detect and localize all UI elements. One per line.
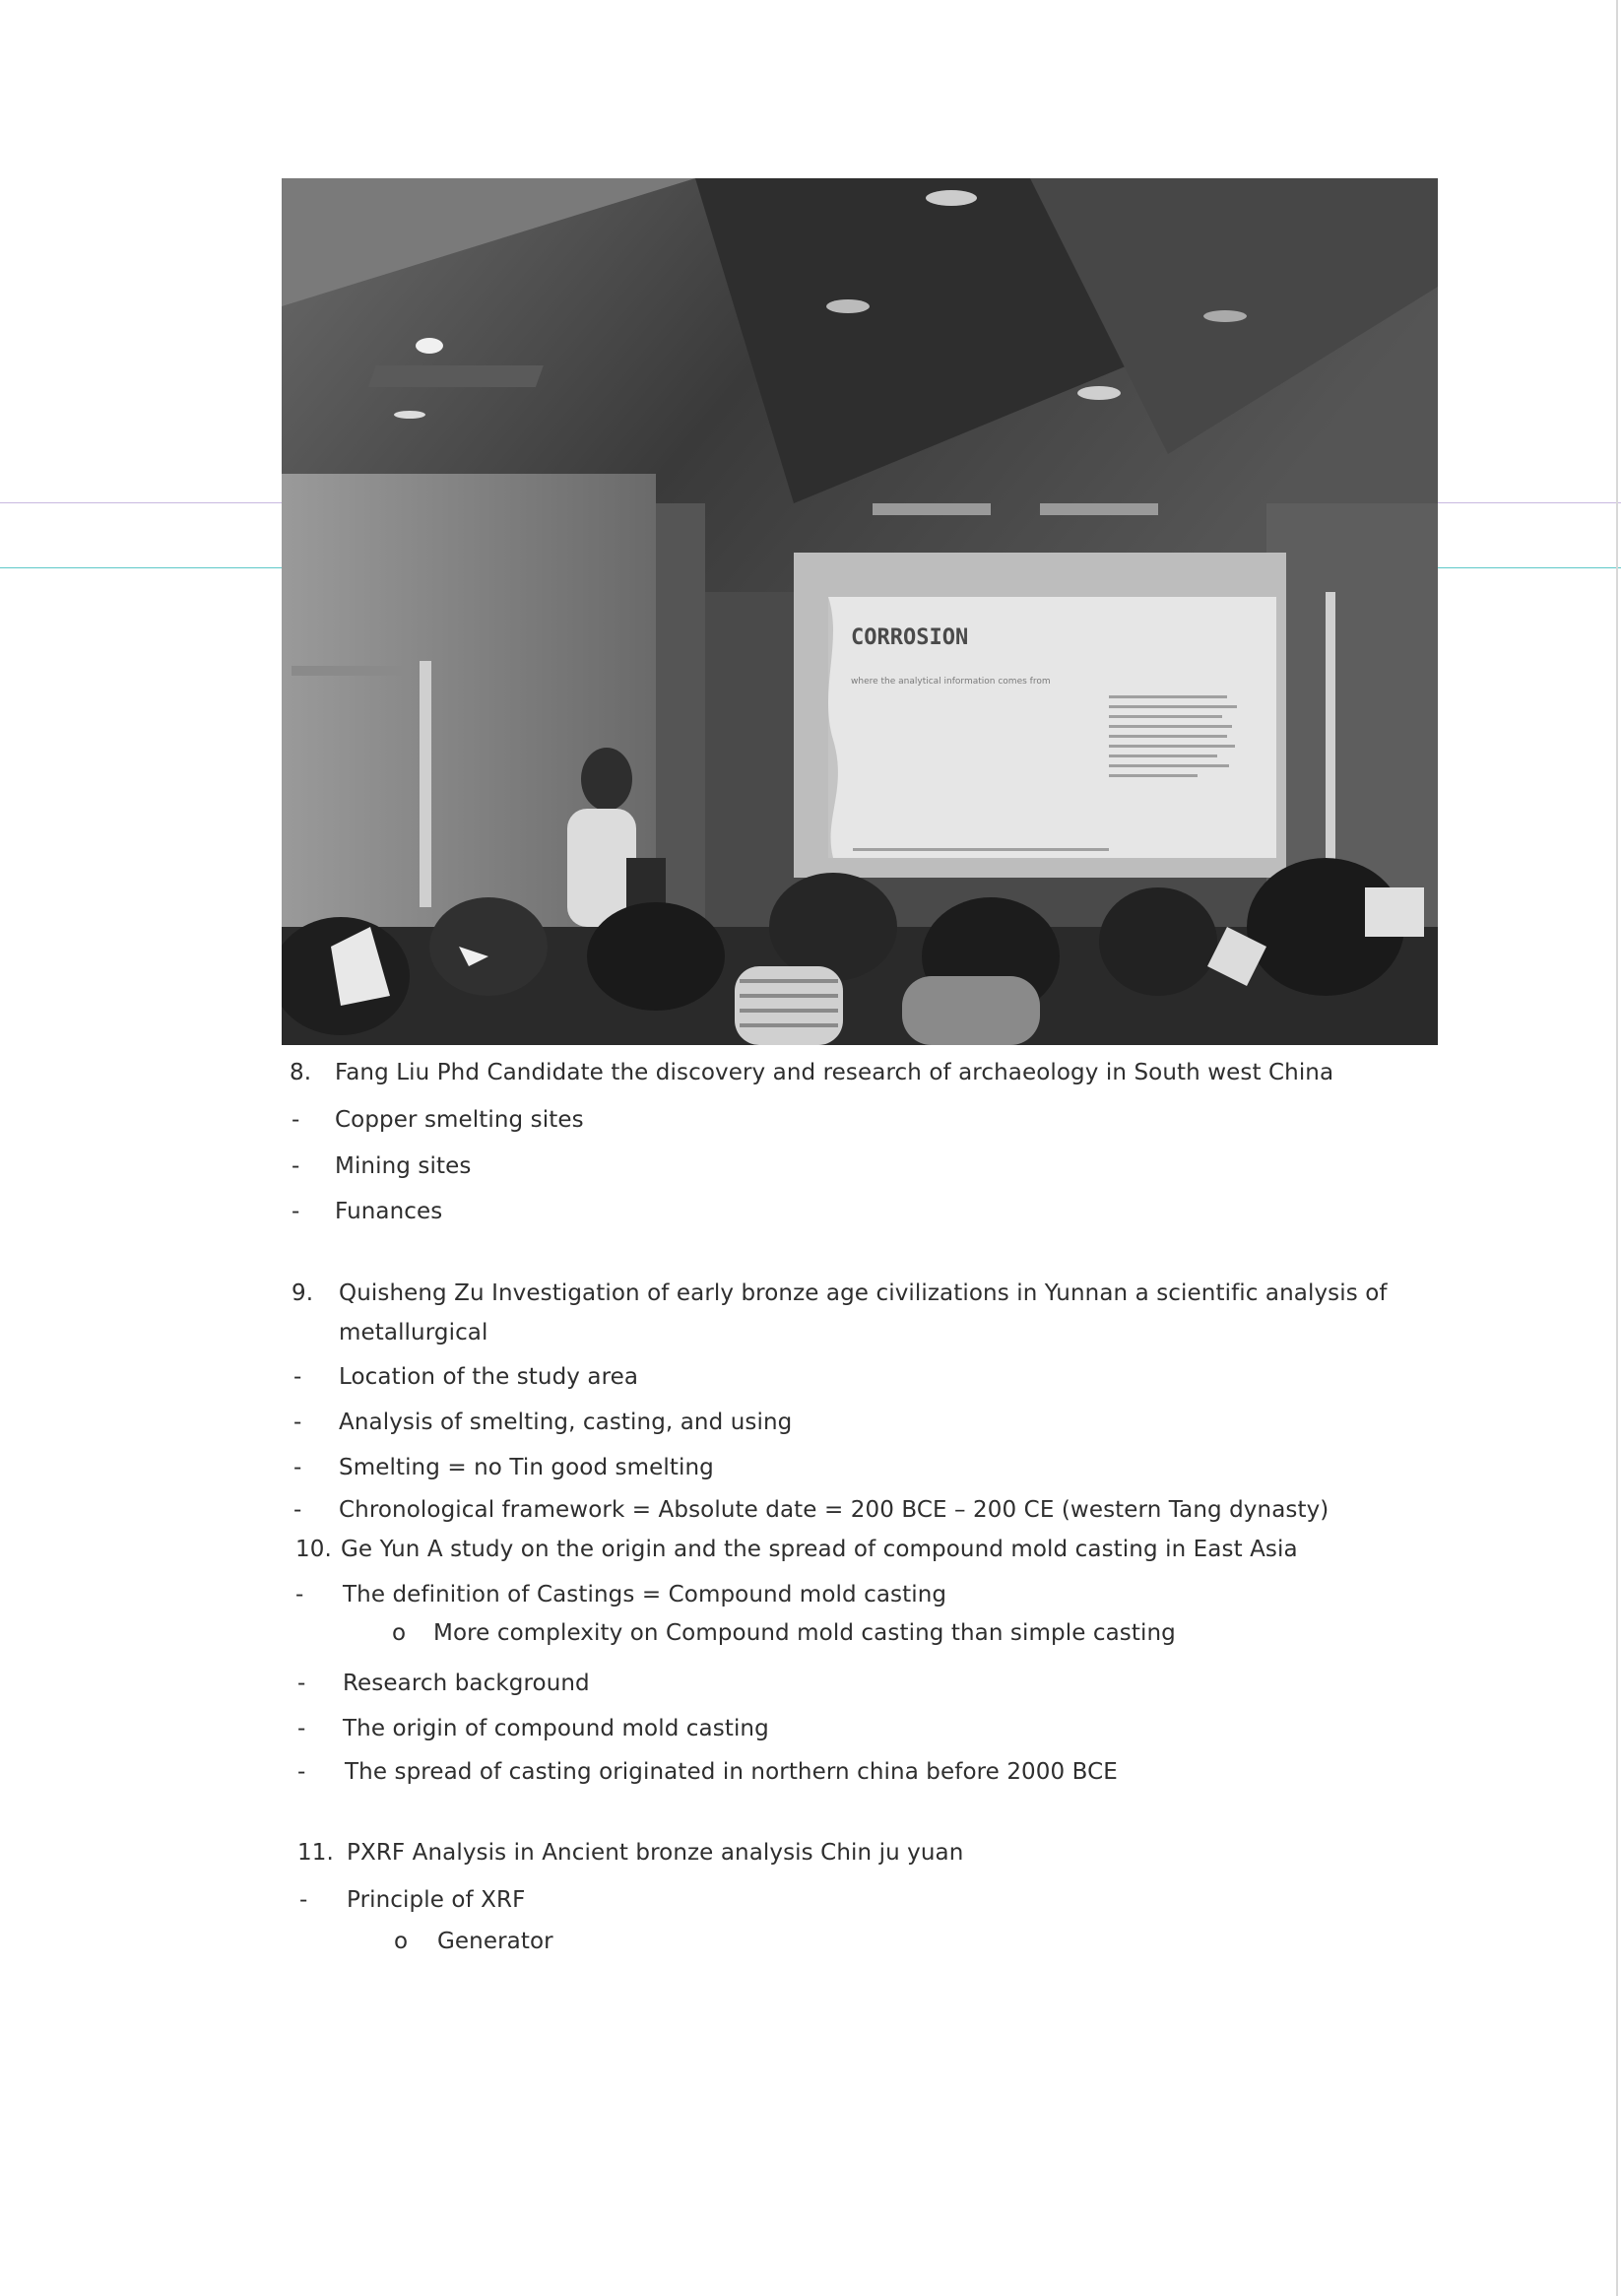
item-marker: 8. bbox=[290, 1060, 312, 1085]
item-text: Analysis of smelting, casting, and using bbox=[339, 1410, 793, 1435]
item-text: Chronological framework = Absolute date = 200 BCE – 200 CE (western Tang dynasty) bbox=[339, 1497, 1329, 1523]
item-marker: 10. bbox=[295, 1537, 332, 1562]
item-text: Smelting = no Tin good smelting bbox=[339, 1455, 714, 1480]
slide-title: CORROSION bbox=[851, 625, 969, 650]
item-text: Location of the study area bbox=[339, 1364, 639, 1390]
item-marker: - bbox=[295, 1582, 304, 1607]
item-marker: - bbox=[299, 1887, 308, 1913]
item-text: Generator bbox=[437, 1929, 553, 1954]
item-marker: o bbox=[392, 1620, 407, 1646]
item-text: metallurgical bbox=[339, 1320, 488, 1345]
item-text: Research background bbox=[343, 1671, 590, 1696]
item-marker: - bbox=[297, 1716, 306, 1741]
item-marker: - bbox=[293, 1364, 302, 1390]
item-marker: - bbox=[293, 1455, 302, 1480]
item-marker: - bbox=[292, 1153, 300, 1179]
item-marker: 9. bbox=[292, 1280, 314, 1306]
item-text: Funances bbox=[335, 1199, 443, 1224]
item-marker: o bbox=[394, 1929, 409, 1954]
item-marker: - bbox=[292, 1107, 300, 1133]
item-text: Ge Yun A study on the origin and the spread of compound mold casting in East Asia bbox=[341, 1537, 1298, 1562]
item-marker: - bbox=[297, 1671, 306, 1696]
item-marker: - bbox=[297, 1759, 306, 1785]
item-text: The origin of compound mold casting bbox=[343, 1716, 769, 1741]
item-marker: - bbox=[293, 1410, 302, 1435]
item-text: Copper smelting sites bbox=[335, 1107, 584, 1133]
item-text: PXRF Analysis in Ancient bronze analysis Chin ju yuan bbox=[347, 1840, 964, 1866]
item-text: The spread of casting originated in northern china before 2000 BCE bbox=[345, 1759, 1118, 1785]
item-marker: 11. bbox=[297, 1840, 334, 1866]
item-text: More complexity on Compound mold casting than simple casting bbox=[433, 1620, 1176, 1646]
item-text: Mining sites bbox=[335, 1153, 472, 1179]
item-text: Principle of XRF bbox=[347, 1887, 526, 1913]
item-text: The definition of Castings = Compound mold casting bbox=[343, 1582, 947, 1607]
item-marker: - bbox=[293, 1497, 302, 1523]
item-marker: - bbox=[292, 1199, 300, 1224]
item-text: Quisheng Zu Investigation of early bronze age civilizations in Yunnan a scientific analysis of bbox=[339, 1280, 1388, 1306]
slide-subtitle: where the analytical information comes from bbox=[851, 677, 1051, 687]
item-text: Fang Liu Phd Candidate the discovery and research of archaeology in South west China bbox=[335, 1060, 1334, 1085]
